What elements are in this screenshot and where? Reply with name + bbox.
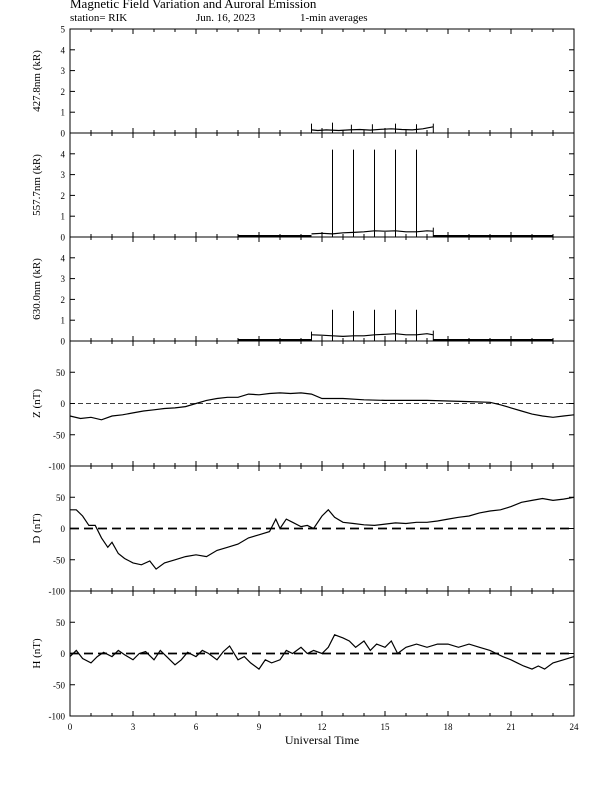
y-tick-label: 0 xyxy=(60,232,65,243)
series-line xyxy=(70,393,574,420)
x-axis-label: Universal Time xyxy=(284,733,360,747)
y-tick-label: -100 xyxy=(48,711,65,722)
y-axis-label: Z (nT) xyxy=(31,388,43,419)
x-tick-label: 3 xyxy=(130,722,136,732)
y-axis-label: D (nT) xyxy=(31,513,43,544)
averaging-label: 1-min averages xyxy=(300,12,368,24)
panel-pD xyxy=(31,466,574,597)
x-tick-label: 12 xyxy=(317,722,327,732)
panel-pH xyxy=(31,591,574,722)
y-axis-label: H (nT) xyxy=(31,638,43,669)
y-tick-label: 0 xyxy=(60,336,65,347)
panel-frame xyxy=(70,133,574,237)
y-tick-label: 1 xyxy=(60,315,65,326)
x-tick-label: 6 xyxy=(193,722,199,732)
y-tick-label: 0 xyxy=(60,128,65,139)
y-axis-label: 427.8nm (kR) xyxy=(31,50,43,112)
panel-frame xyxy=(70,29,574,133)
y-tick-label: -100 xyxy=(48,586,65,597)
y-tick-label: 1 xyxy=(60,107,65,118)
panel-pZ xyxy=(31,341,574,472)
date-label: Jun. 16, 2023 xyxy=(196,12,256,24)
y-tick-label: 1 xyxy=(60,211,65,222)
x-tick-label: 15 xyxy=(380,722,390,732)
y-tick-label: 50 xyxy=(56,492,65,503)
series-line xyxy=(312,231,434,234)
y-tick-label: 2 xyxy=(60,86,65,97)
panel-frame xyxy=(70,237,574,341)
y-tick-label: 50 xyxy=(56,367,65,378)
y-tick-label: 2 xyxy=(60,190,65,201)
panel-p6300 xyxy=(31,237,574,347)
y-tick-label: 3 xyxy=(60,170,65,181)
y-tick-label: 50 xyxy=(56,617,65,628)
x-tick-label: 18 xyxy=(443,722,453,732)
x-tick-label: 0 xyxy=(67,722,73,732)
chart-title: Magnetic Field Variation and Auroral Emission xyxy=(70,0,317,11)
y-tick-label: 0 xyxy=(60,399,65,409)
y-tick-label: -100 xyxy=(48,461,65,472)
panel-p5577 xyxy=(31,133,574,243)
y-tick-label: 2 xyxy=(60,294,65,305)
x-tick-label: 9 xyxy=(256,722,262,732)
y-tick-label: 0 xyxy=(60,524,65,534)
x-tick-label: 21 xyxy=(506,722,516,732)
y-axis-label: 630.0nm (kR) xyxy=(31,258,43,320)
y-tick-label: 5 xyxy=(60,24,65,35)
y-tick-label: 4 xyxy=(60,45,65,56)
series-line xyxy=(70,635,574,669)
y-tick-label: 4 xyxy=(60,149,65,160)
y-tick-label: 3 xyxy=(60,66,65,77)
series-line xyxy=(70,497,574,569)
y-axis-label: 557.7nm (kR) xyxy=(31,154,43,216)
x-tick-label: 24 xyxy=(569,722,579,732)
station-label: station= RIK xyxy=(70,12,128,24)
series-line xyxy=(312,334,434,337)
panel-p4278 xyxy=(31,25,574,139)
y-tick-label: -50 xyxy=(53,430,65,441)
y-tick-label: -50 xyxy=(53,555,65,566)
y-tick-label: 0 xyxy=(60,649,65,659)
y-tick-label: 3 xyxy=(60,274,65,285)
y-tick-label: -50 xyxy=(53,680,65,691)
y-tick-label: 4 xyxy=(60,253,65,264)
